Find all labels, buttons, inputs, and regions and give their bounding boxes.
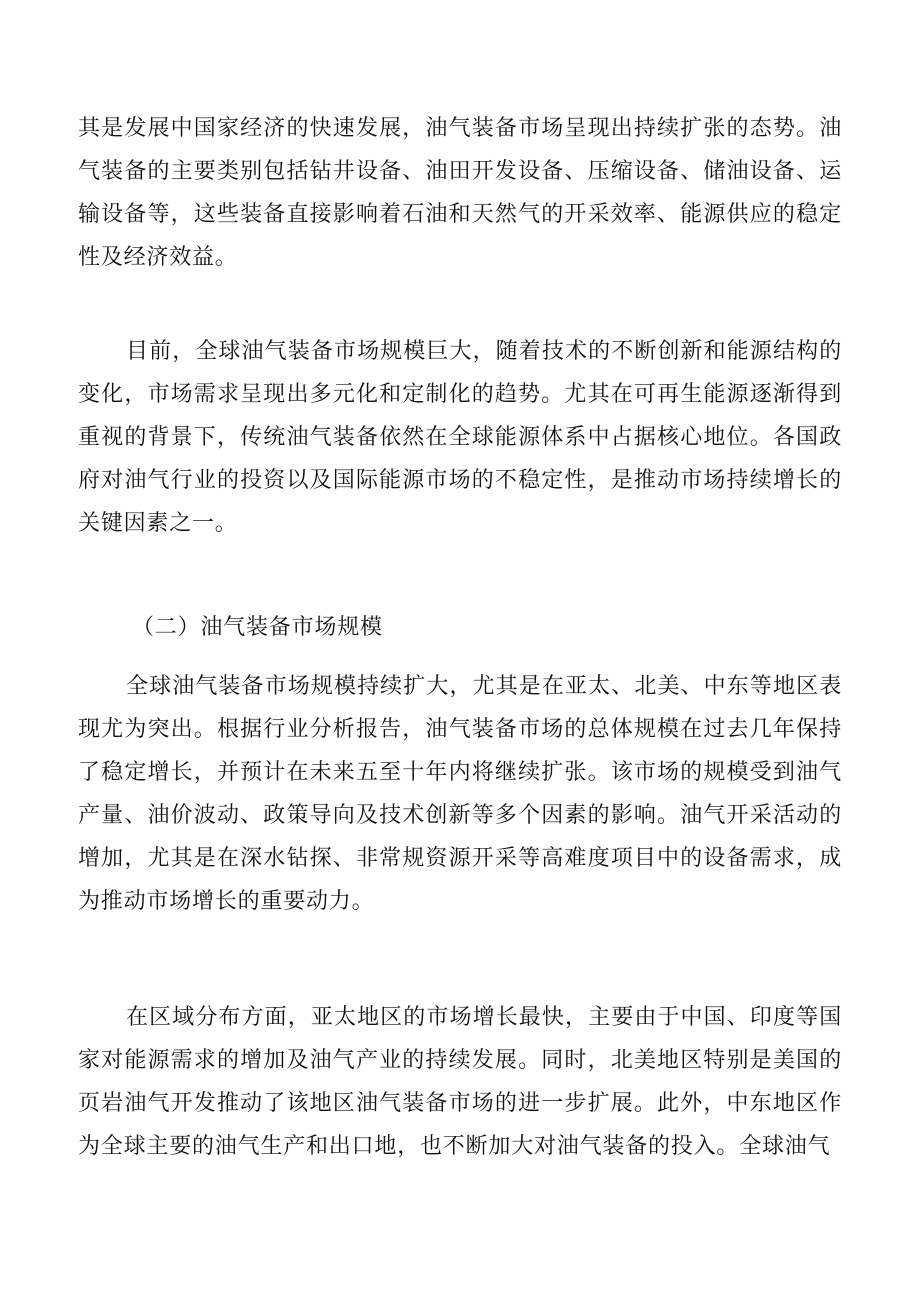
paragraph-4: 在区域分布方面，亚太地区的市场增长最快，主要由于中国、印度等国家对能源需求的增加及油气产业的持续发展。同时，北美地区特别是美国的页岩油气开发推动了该地区油气装备市场的进一步扩展。此外，中东地区作为全球主要的油气生产和出口地，也不断加大对油气装备的投入。全球油气	[78, 1005, 842, 1159]
section-heading: （二）油气装备市场规模	[132, 615, 383, 640]
paragraph-1: 其是发展中国家经济的快速发展，油气装备市场呈现出持续扩张的态势。油气装备的主要类别包括钻井设备、油田开发设备、压缩设备、储油设备、运输设备等，这些装备直接影响着石油和天然气的开采效率、能源供应的稳定性及经济效益。	[78, 116, 842, 270]
paragraph-2: 目前，全球油气装备市场规模巨大，随着技术的不断创新和能源结构的变化，市场需求呈现出多元化和定制化的趋势。尤其在可再生能源逐渐得到重视的背景下，传统油气装备依然在全球能源体系中占据核心地位。各国政府对油气行业的投资以及国际能源市场的不稳定性，是推动市场持续增长的关键因素之一。	[78, 339, 842, 536]
paragraph-3: 全球油气装备市场规模持续扩大，尤其是在亚太、北美、中东等地区表现尤为突出。根据行业分析报告，油气装备市场的总体规模在过去几年保持了稳定增长，并预计在未来五至十年内将继续扩张。该市场的规模受到油气产量、油价波动、政策导向及技术创新等多个因素的影响。油气开采活动的增加，尤其是在深水钻探、非常规资源开采等高难度项目中的设备需求，成为推动市场增长的重要动力。	[78, 674, 842, 914]
